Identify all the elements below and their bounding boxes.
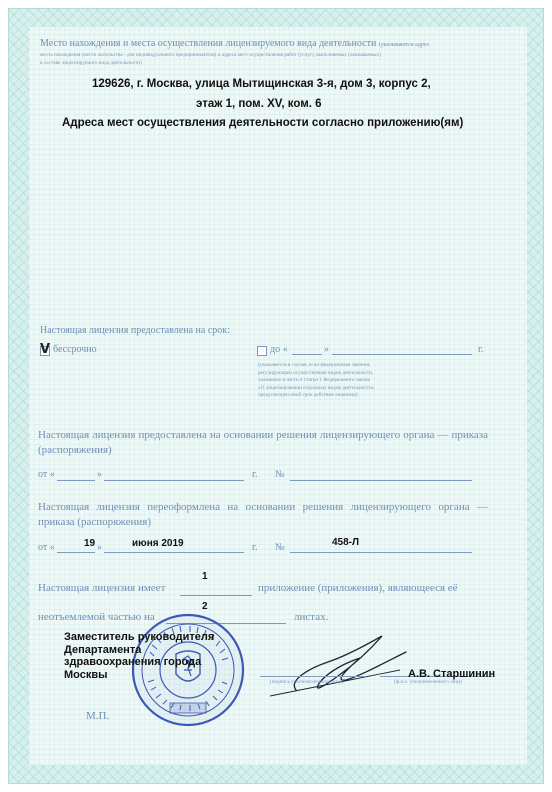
location-note-2: в составе лицензируемого вида деятельности) [40,60,142,66]
appendix-sheets: 2 [202,601,208,612]
addresses-note: Адреса мест осуществления деятельности согласно приложению(ям) [62,117,464,129]
stamp-place: М.П. [86,710,110,722]
basis-year-suffix: г. [252,469,258,480]
signatory-position: Заместитель руководителя Департамента здравоохранения города Москвы [64,631,215,681]
basis-from: от « [38,469,55,480]
basis-month-line [104,480,244,481]
reissue-month-line [104,552,244,553]
appendix-line2-after: листах. [294,611,329,623]
location-heading: Место нахождения и места осуществления лицензируемого вида деятельности [40,38,377,49]
appendix-text-after: приложение (приложения), являющееся её [258,582,458,594]
basis-number-line [290,480,472,481]
address-line-2: этаж 1, пом. XV, ком. 6 [196,98,322,110]
until-day-line [292,354,322,355]
until-month-line [332,354,472,355]
address-line-1: 129626, г. Москва, улица Мытищинская 3-я, дом 3, корпус 2, [92,78,431,90]
basis-close-quote: » [97,469,102,480]
until-label: до « [270,344,288,355]
reissue-day-line [57,552,95,553]
signature-caption: (подпись уполномоченного лица) [270,679,344,685]
basis-text: Настоящая лицензия предоставлена на основании решения лицензирующего органа — приказа (распоряжения) [38,429,488,456]
reissue-year-suffix: г. [252,542,258,553]
check-mark-icon: V [40,342,51,357]
name-caption: (ф.и.о. уполномоченного лица) [394,679,463,685]
appendix-text-before: Настоящая лицензия имеет [38,582,166,594]
reissue-close-quote: » [97,542,102,553]
reissue-number-sign: № [275,542,285,553]
appendix-count-line [180,595,252,596]
until-checkbox [257,346,267,356]
handwritten-signature [250,630,420,702]
indefinite-checkbox [40,342,51,357]
reissue-text: Настоящая лицензия переоформлена на основании решения лицензирующего органа — приказа (распоряжения) [38,501,488,528]
basis-day-line [57,480,95,481]
basis-number-sign: № [275,469,285,480]
appendix-line2-before: неотъемлемой частью на [38,611,155,623]
signatory-name: А.В. Старшинин [408,668,496,680]
location-note-1: места нахождения (место жительства - для индивидуального предпринимателя) и адреса мест осуществления работ (услуг), выполняемых (оказываемых) [40,52,381,58]
reissue-number-line [290,552,472,553]
until-note: (указывается в случае, если федеральным законом, регулирующим осуществление видов деятельности, указанных в части 4 статьи 1 Федерального закона «О лицензировании отдельных видов деятельности» предусмотрен иной срок действия лицензии) [258,362,375,398]
location-heading-row [40,38,520,51]
term-label: Настоящая лицензия предоставлена на срок: [40,325,230,336]
reissue-from: от « [38,542,55,553]
location-heading-note: (указываются адрес [378,42,430,48]
appendix-count: 1 [202,571,208,582]
until-close-quote: » [324,344,329,355]
signature-line [260,676,366,677]
reissue-number: 458-Л [332,537,360,548]
reissue-month-year: июня 2019 [132,538,184,549]
until-year-suffix: г. [478,344,484,355]
indefinite-label: бессрочно [53,344,97,355]
reissue-day: 19 [84,538,96,549]
